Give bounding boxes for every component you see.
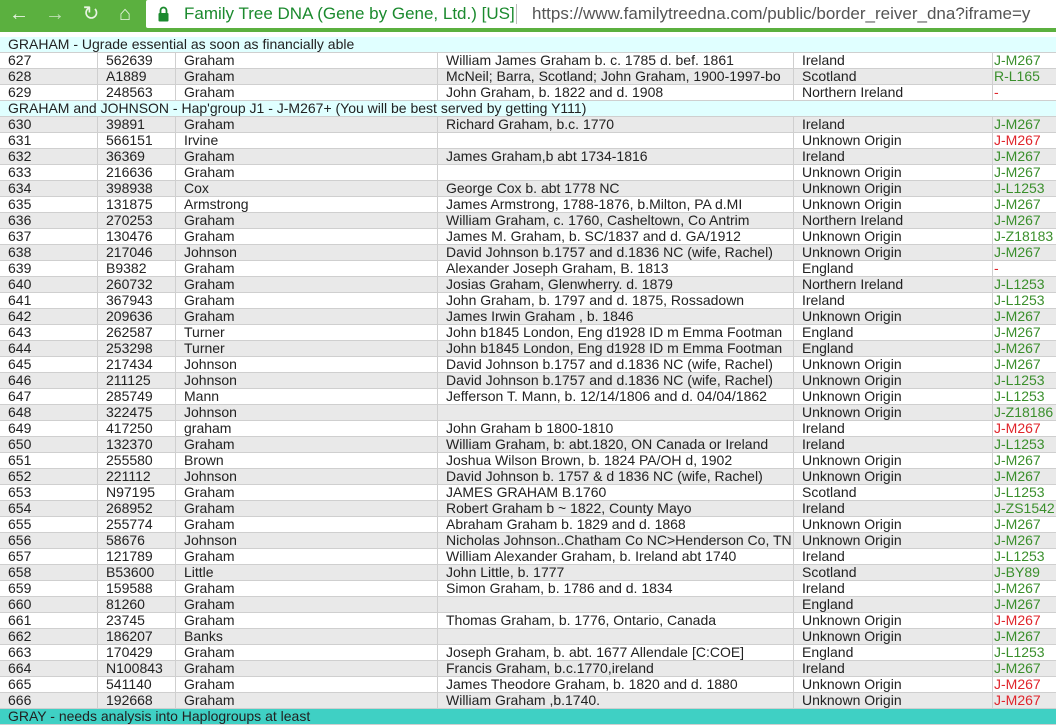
table-row	[0, 661, 1056, 677]
surname-cell: Little	[175, 565, 437, 581]
surname-cell: Cox	[175, 181, 437, 197]
kit-number-cell: 36369	[97, 149, 175, 165]
kit-number-cell: 216636	[97, 165, 175, 181]
kit-number-cell: 217046	[97, 245, 175, 261]
project-results-table	[0, 37, 1056, 725]
country-cell: Unknown Origin	[793, 453, 992, 469]
kit-number-cell: 541140	[97, 677, 175, 693]
surname-cell: Graham	[175, 693, 437, 709]
surname-cell: Graham	[175, 597, 437, 613]
country-cell: Unknown Origin	[793, 357, 992, 373]
country-cell: Ireland	[793, 437, 992, 453]
country-cell: Unknown Origin	[793, 389, 992, 405]
member-number-cell: 663	[8, 645, 32, 660]
ancestor-cell: John Little, b. 1777	[437, 565, 793, 581]
ancestor-cell: John Graham b 1800-1810	[437, 421, 793, 437]
surname-cell: Graham	[175, 117, 437, 133]
haplogroup-cell: J-M267	[992, 613, 1056, 629]
ancestor-cell: Robert Graham b ~ 1822, County Mayo	[437, 501, 793, 517]
surname-cell: Johnson	[175, 373, 437, 389]
haplogroup-cell: J-L1253	[992, 549, 1056, 565]
haplogroup-cell: J-M267	[992, 213, 1056, 229]
kit-number-cell: 262587	[97, 325, 175, 341]
haplogroup-cell: J-M267	[992, 197, 1056, 213]
ancestor-cell: George Cox b. abt 1778 NC	[437, 181, 793, 197]
member-number-cell: 658	[8, 565, 32, 580]
haplogroup-cell: J-M267	[992, 581, 1056, 597]
member-number-cell: 650	[8, 437, 32, 452]
kit-number-cell: 81260	[97, 597, 175, 613]
table-row	[0, 133, 1056, 149]
member-number-cell: 628	[8, 69, 32, 84]
haplogroup-cell: -	[992, 261, 1056, 277]
kit-number-cell: 268952	[97, 501, 175, 517]
haplogroup-cell: J-M267	[992, 469, 1056, 485]
haplogroup-cell: J-L1253	[992, 293, 1056, 309]
country-cell: Unknown Origin	[793, 677, 992, 693]
country-cell: Ireland	[793, 149, 992, 165]
member-number-cell: 640	[8, 277, 32, 292]
kit-number-cell: 255774	[97, 517, 175, 533]
member-number-cell: 661	[8, 613, 32, 628]
kit-number-cell: 186207	[97, 629, 175, 645]
kit-number-cell: 58676	[97, 533, 175, 549]
member-number-cell: 646	[8, 373, 32, 388]
member-number-cell: 629	[8, 85, 32, 100]
haplogroup-cell: J-M267	[992, 677, 1056, 693]
surname-cell: Graham	[175, 517, 437, 533]
table-row	[0, 181, 1056, 197]
table-row	[0, 325, 1056, 341]
url-text[interactable]: https://www.familytreedna.com/public/border_reiver_dna?iframe=y	[532, 4, 1031, 23]
table-row	[0, 85, 1056, 101]
member-number-cell: 648	[8, 405, 32, 420]
member-number-cell: 660	[8, 597, 32, 612]
country-cell: Ireland	[793, 501, 992, 517]
haplogroup-cell: J-M267	[992, 517, 1056, 533]
table-row	[0, 149, 1056, 165]
haplogroup-cell: J-L1253	[992, 389, 1056, 405]
ancestor-cell: Joseph Graham, b. abt. 1677 Allendale [C:COE]	[437, 645, 793, 661]
haplogroup-cell: J-L1253	[992, 485, 1056, 501]
haplogroup-cell: J-M267	[992, 165, 1056, 181]
member-number-cell: 637	[8, 229, 32, 244]
kit-number-cell: 248563	[97, 85, 175, 101]
table-row	[0, 533, 1056, 549]
group-header-text: GRAY - needs analysis into Haplogroups at least	[8, 708, 311, 724]
member-number-cell: 659	[8, 581, 32, 596]
group-header-text: GRAHAM - Ugrade essential as soon as financially able	[8, 36, 355, 52]
table-row	[0, 245, 1056, 261]
haplogroup-cell: J-Z18183	[992, 229, 1056, 245]
kit-number-cell: 417250	[97, 421, 175, 437]
kit-number-cell: B53600	[97, 565, 175, 581]
member-number-cell: 664	[8, 661, 32, 676]
member-number-cell: 639	[8, 261, 32, 276]
surname-cell: Irvine	[175, 133, 437, 149]
haplogroup-cell: J-M267	[992, 341, 1056, 357]
group-header-row	[0, 709, 1056, 725]
member-number-cell: 627	[8, 53, 32, 68]
country-cell: Unknown Origin	[793, 629, 992, 645]
haplogroup-cell: J-M267	[992, 133, 1056, 149]
haplogroup-cell: R-L165	[992, 69, 1056, 85]
haplogroup-cell: J-M267	[992, 693, 1056, 709]
kit-number-cell: 132370	[97, 437, 175, 453]
haplogroup-cell: J-M267	[992, 309, 1056, 325]
group-header-row	[0, 37, 1056, 53]
kit-number-cell: 121789	[97, 549, 175, 565]
ancestor-cell: John Graham, b. 1797 and d. 1875, Rossadown	[437, 293, 793, 309]
kit-number-cell: A1889	[97, 69, 175, 85]
haplogroup-cell: J-M267	[992, 245, 1056, 261]
country-cell: Unknown Origin	[793, 165, 992, 181]
country-cell: Northern Ireland	[793, 213, 992, 229]
surname-cell: Graham	[175, 437, 437, 453]
kit-number-cell: 39891	[97, 117, 175, 133]
table-row	[0, 213, 1056, 229]
kit-number-cell: 130476	[97, 229, 175, 245]
surname-cell: Graham	[175, 149, 437, 165]
haplogroup-cell: -	[992, 85, 1056, 101]
surname-cell: Graham	[175, 261, 437, 277]
kit-number-cell: 566151	[97, 133, 175, 149]
address-bar[interactable]	[146, 0, 1056, 28]
haplogroup-cell: J-L1253	[992, 373, 1056, 389]
surname-cell: Graham	[175, 69, 437, 85]
kit-number-cell: 221112	[97, 469, 175, 485]
ancestor-cell: Thomas Graham, b. 1776, Ontario, Canada	[437, 613, 793, 629]
table-row	[0, 613, 1056, 629]
table-row	[0, 69, 1056, 85]
table-row	[0, 565, 1056, 581]
table-row	[0, 53, 1056, 69]
surname-cell: Graham	[175, 677, 437, 693]
kit-number-cell: 23745	[97, 613, 175, 629]
surname-cell: Turner	[175, 325, 437, 341]
country-cell: Ireland	[793, 117, 992, 133]
member-number-cell: 666	[8, 693, 32, 708]
country-cell: Unknown Origin	[793, 309, 992, 325]
table-row	[0, 357, 1056, 373]
kit-number-cell: 211125	[97, 373, 175, 389]
group-header-text: GRAHAM and JOHNSON - Hap'group J1 - J-M267+ (You will be best served by getting Y111)	[8, 100, 587, 116]
ancestor-cell: JAMES GRAHAM B.1760	[437, 485, 793, 501]
member-number-cell: 652	[8, 469, 32, 484]
ancestor-cell	[437, 629, 793, 645]
member-number-cell: 633	[8, 165, 32, 180]
haplogroup-cell: J-L1253	[992, 437, 1056, 453]
table-row	[0, 693, 1056, 709]
table-row	[0, 629, 1056, 645]
table-row	[0, 485, 1056, 501]
country-cell: England	[793, 597, 992, 613]
surname-cell: graham	[175, 421, 437, 437]
table-row	[0, 165, 1056, 181]
member-number-cell: 653	[8, 485, 32, 500]
ancestor-cell: William James Graham b. c. 1785 d. bef. 1861	[437, 53, 793, 69]
member-number-cell: 651	[8, 453, 32, 468]
haplogroup-cell: J-L1253	[992, 181, 1056, 197]
member-number-cell: 655	[8, 517, 32, 532]
surname-cell: Banks	[175, 629, 437, 645]
member-number-cell: 635	[8, 197, 32, 212]
surname-cell: Johnson	[175, 405, 437, 421]
table-row	[0, 117, 1056, 133]
kit-number-cell: N100843	[97, 661, 175, 677]
country-cell: Unknown Origin	[793, 197, 992, 213]
ancestor-cell: William Graham, b: abt.1820, ON Canada or Ireland	[437, 437, 793, 453]
surname-cell: Mann	[175, 389, 437, 405]
surname-cell: Graham	[175, 613, 437, 629]
country-cell: England	[793, 341, 992, 357]
table-row	[0, 341, 1056, 357]
surname-cell: Graham	[175, 213, 437, 229]
surname-cell: Johnson	[175, 533, 437, 549]
ancestor-cell: David Johnson b.1757 and d.1836 NC (wife, Rachel)	[437, 357, 793, 373]
country-cell: Unknown Origin	[793, 245, 992, 261]
country-cell: Unknown Origin	[793, 693, 992, 709]
country-cell: Unknown Origin	[793, 229, 992, 245]
haplogroup-cell: J-M267	[992, 421, 1056, 437]
haplogroup-cell: J-ZS1542	[994, 501, 1055, 516]
surname-cell: Graham	[175, 661, 437, 677]
country-cell: Unknown Origin	[793, 181, 992, 197]
country-cell: Scotland	[793, 485, 992, 501]
ancestor-cell	[437, 405, 793, 421]
ancestor-cell: David Johnson b. 1757 & d 1836 NC (wife, Rachel)	[437, 469, 793, 485]
country-cell: Unknown Origin	[793, 133, 992, 149]
ancestor-cell: James M. Graham, b. SC/1837 and d. GA/1912	[437, 229, 793, 245]
surname-cell: Graham	[175, 165, 437, 181]
surname-cell: Graham	[175, 85, 437, 101]
haplogroup-cell: J-Z18186	[992, 405, 1056, 421]
ancestor-cell: Francis Graham, b.c.1770,ireland	[437, 661, 793, 677]
member-number-cell: 643	[8, 325, 32, 340]
ancestor-cell: Nicholas Johnson..Chatham Co NC>Henderson Co, TN	[437, 533, 793, 549]
surname-cell: Graham	[175, 229, 437, 245]
surname-cell: Graham	[175, 53, 437, 69]
ancestor-cell: William Graham, c. 1760, Casheltown, Co Antrim	[437, 213, 793, 229]
country-cell: Unknown Origin	[793, 613, 992, 629]
country-cell: Ireland	[793, 293, 992, 309]
member-number-cell: 656	[8, 533, 32, 548]
country-cell: Scotland	[793, 69, 992, 85]
kit-number-cell: 562639	[97, 53, 175, 69]
member-number-cell: 662	[8, 629, 32, 644]
ancestor-cell: Abraham Graham b. 1829 and d. 1868	[437, 517, 793, 533]
ancestor-cell: William Alexander Graham, b. Ireland abt 1740	[437, 549, 793, 565]
ancestor-cell: William Graham ,b.1740.	[437, 693, 793, 709]
surname-cell: Graham	[175, 501, 437, 517]
member-number-cell: 636	[8, 213, 32, 228]
haplogroup-cell: J-L1253	[992, 277, 1056, 293]
country-cell: Unknown Origin	[793, 373, 992, 389]
member-number-cell: 634	[8, 181, 32, 196]
table-row	[0, 293, 1056, 309]
member-number-cell: 630	[8, 117, 32, 132]
surname-cell: Graham	[175, 277, 437, 293]
haplogroup-cell: J-M267	[992, 357, 1056, 373]
kit-number-cell: 192668	[97, 693, 175, 709]
table-row	[0, 437, 1056, 453]
kit-number-cell: 131875	[97, 197, 175, 213]
ancestor-cell: James Graham,b abt 1734-1816	[437, 149, 793, 165]
ancestor-cell: James Theodore Graham, b. 1820 and d. 1880	[437, 677, 793, 693]
table-row	[0, 421, 1056, 437]
surname-cell: Johnson	[175, 245, 437, 261]
kit-number-cell: N97195	[97, 485, 175, 501]
country-cell: Unknown Origin	[793, 533, 992, 549]
site-identity: Family Tree DNA (Gene by Gene, Ltd.) [US]	[184, 4, 515, 23]
haplogroup-cell: J-BY89	[992, 565, 1056, 581]
member-number-cell: 657	[8, 549, 32, 564]
table-row	[0, 549, 1056, 565]
table-row	[0, 581, 1056, 597]
ancestor-cell: John b1845 London, Eng d1928 ID m Emma Footman	[437, 341, 793, 357]
member-number-cell: 638	[8, 245, 32, 260]
member-number-cell: 654	[8, 501, 32, 516]
table-row	[0, 405, 1056, 421]
table-row	[0, 453, 1056, 469]
country-cell: Ireland	[793, 549, 992, 565]
kit-number-cell: 260732	[97, 277, 175, 293]
country-cell: Ireland	[793, 421, 992, 437]
table-row	[0, 229, 1056, 245]
country-cell: Unknown Origin	[793, 469, 992, 485]
member-number-cell: 645	[8, 357, 32, 372]
country-cell: England	[793, 261, 992, 277]
table-row	[0, 597, 1056, 613]
kit-number-cell: 398938	[97, 181, 175, 197]
member-number-cell: 647	[8, 389, 32, 404]
ancestor-cell: Jefferson T. Mann, b. 12/14/1806 and d. 04/04/1862	[437, 389, 793, 405]
home-icon[interactable]: ⌂	[118, 3, 132, 25]
country-cell: Ireland	[793, 581, 992, 597]
country-cell: England	[793, 645, 992, 661]
ancestor-cell: David Johnson b.1757 and d.1836 NC (wife, Rachel)	[437, 245, 793, 261]
lock-icon	[158, 6, 169, 22]
country-cell: Unknown Origin	[793, 405, 992, 421]
kit-number-cell: B9382	[97, 261, 175, 277]
ancestor-cell: Alexander Joseph Graham, B. 1813	[437, 261, 793, 277]
table-row	[0, 677, 1056, 693]
surname-cell: Graham	[175, 293, 437, 309]
kit-number-cell: 159588	[97, 581, 175, 597]
reload-icon[interactable]: ↻	[82, 3, 100, 25]
member-number-cell: 641	[8, 293, 32, 308]
surname-cell: Armstrong	[175, 197, 437, 213]
browser-toolbar	[0, 0, 1056, 32]
table-row	[0, 645, 1056, 661]
haplogroup-cell: J-M267	[992, 325, 1056, 341]
haplogroup-cell: J-M267	[992, 597, 1056, 613]
ancestor-cell	[437, 165, 793, 181]
member-number-cell: 631	[8, 133, 32, 148]
country-cell: Ireland	[793, 53, 992, 69]
kit-number-cell: 170429	[97, 645, 175, 661]
group-header-row	[0, 101, 1056, 117]
surname-cell: Graham	[175, 581, 437, 597]
ancestor-cell: James Armstrong, 1788-1876, b.Milton, PA d.MI	[437, 197, 793, 213]
haplogroup-cell: J-M267	[992, 117, 1056, 133]
member-number-cell: 649	[8, 421, 32, 436]
table-row	[0, 261, 1056, 277]
ancestor-cell: Joshua Wilson Brown, b. 1824 PA/OH d, 1902	[437, 453, 793, 469]
table-row	[0, 517, 1056, 533]
ancestor-cell: Simon Graham, b. 1786 and d. 1834	[437, 581, 793, 597]
table-row	[0, 389, 1056, 405]
haplogroup-cell: J-M267	[992, 53, 1056, 69]
ancestor-cell: John b1845 London, Eng d1928 ID m Emma Footman	[437, 325, 793, 341]
member-number-cell: 644	[8, 341, 32, 356]
forward-arrow-icon[interactable]: →	[45, 3, 65, 25]
ancestor-cell: Richard Graham, b.c. 1770	[437, 117, 793, 133]
table-row	[0, 501, 1056, 517]
kit-number-cell: 322475	[97, 405, 175, 421]
ancestor-cell	[437, 133, 793, 149]
surname-cell: Graham	[175, 309, 437, 325]
country-cell: Northern Ireland	[793, 85, 992, 101]
haplogroup-cell: J-M267	[992, 149, 1056, 165]
kit-number-cell: 255580	[97, 453, 175, 469]
member-number-cell: 642	[8, 309, 32, 324]
table-row	[0, 277, 1056, 293]
country-cell: Northern Ireland	[793, 277, 992, 293]
haplogroup-cell: J-L1253	[992, 645, 1056, 661]
surname-cell: Graham	[175, 549, 437, 565]
surname-cell: Johnson	[175, 357, 437, 373]
country-cell: Scotland	[793, 565, 992, 581]
surname-cell: Turner	[175, 341, 437, 357]
ancestor-cell: John Graham, b. 1822 and d. 1908	[437, 85, 793, 101]
haplogroup-cell: J-M267	[992, 661, 1056, 677]
member-number-cell: 665	[8, 677, 32, 692]
member-number-cell: 632	[8, 149, 32, 164]
haplogroup-cell: J-M267	[992, 629, 1056, 645]
kit-number-cell: 253298	[97, 341, 175, 357]
table-row	[0, 309, 1056, 325]
surname-cell: Graham	[175, 645, 437, 661]
address-separator	[516, 4, 517, 24]
kit-number-cell: 217434	[97, 357, 175, 373]
kit-number-cell: 209636	[97, 309, 175, 325]
table-row	[0, 469, 1056, 485]
ancestor-cell: James Irwin Graham , b. 1846	[437, 309, 793, 325]
back-arrow-icon[interactable]: ←	[9, 3, 29, 25]
ancestor-cell: Josias Graham, Glenwherry. d. 1879	[437, 277, 793, 293]
surname-cell: Johnson	[175, 469, 437, 485]
haplogroup-cell: J-M267	[992, 453, 1056, 469]
country-cell: Unknown Origin	[793, 517, 992, 533]
kit-number-cell: 367943	[97, 293, 175, 309]
table-row	[0, 373, 1056, 389]
surname-cell: Brown	[175, 453, 437, 469]
country-cell: England	[793, 325, 992, 341]
ancestor-cell: McNeil; Barra, Scotland; John Graham, 1900-1997-bo	[437, 69, 793, 85]
kit-number-cell: 285749	[97, 389, 175, 405]
haplogroup-cell: J-M267	[992, 533, 1056, 549]
kit-number-cell: 270253	[97, 213, 175, 229]
ancestor-cell: David Johnson b.1757 and d.1836 NC (wife, Rachel)	[437, 373, 793, 389]
country-cell: Ireland	[793, 661, 992, 677]
surname-cell: Graham	[175, 485, 437, 501]
table-row	[0, 197, 1056, 213]
ancestor-cell	[437, 597, 793, 613]
